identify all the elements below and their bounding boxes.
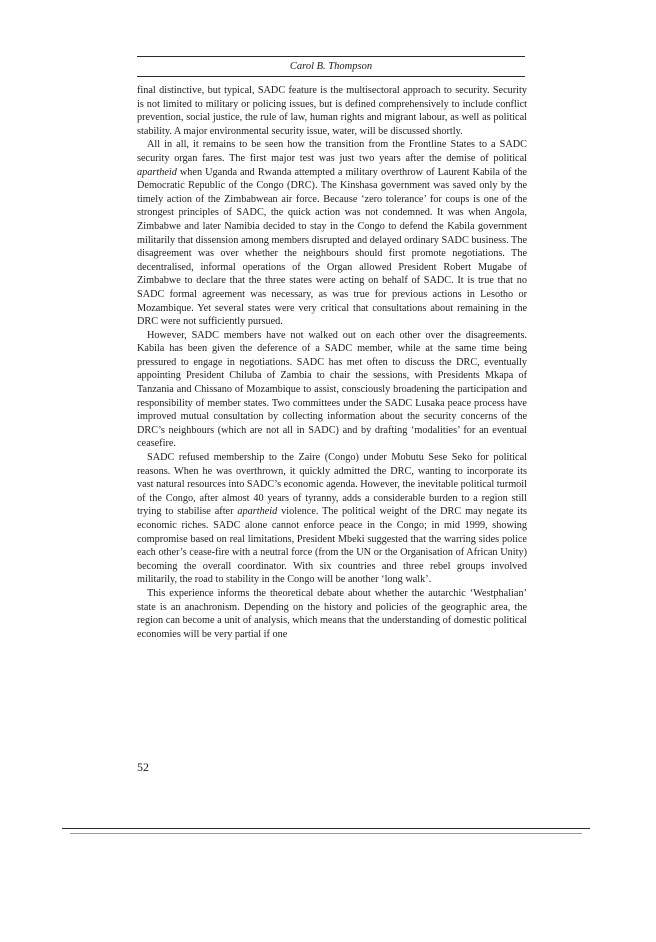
- header-rule: [137, 76, 525, 77]
- paragraph: [137, 587, 527, 641]
- bottom-rule: [62, 828, 590, 829]
- page-number: 52: [137, 760, 149, 774]
- bottom-rule-secondary: [70, 833, 582, 834]
- italic-text: apartheid: [237, 506, 278, 518]
- paragraph: [137, 451, 527, 587]
- paragraph: [137, 84, 527, 138]
- paragraph-text: when Uganda and Rwanda attempted a military overthrow of Laurent Kabila of the Democratic Republic of the Congo (DRC). The Kinshasa government was saved only by the timely action of the Zimbabwean air force. Because ‘zero tolerance’ for coups is one of the strongest principles of SADC, the quick action was not condemned. It was when Angola, Zimbabwe and later Namibia decided to stay in the Congo to defend the Kabila government militarily that dissension among members disrupted and delayed ordinary SADC business. The disagreement was over whether the neighbours should first promote negotiations. The decentralised, informal operations of the Organ allowed President Robert Mugabe of Zimbabwe to declare that the three states were acting on behalf of SADC. It is true that no SADC formal agreement was necessary, as was true for previous actions in Lesotho or Mozambique. Yet several states were very critical that consultations about remaining in the DRC were not sufficiently pursued.: [137, 166, 527, 328]
- running-head: Carol B. Thompson: [289, 61, 373, 72]
- top-rule: [137, 56, 525, 57]
- paragraph-text: All in all, it remains to be seen how the transition from the Frontline States to a SADC security organ fares. The first major test was just two years after the demise of political: [137, 139, 527, 164]
- italic-text: apartheid: [137, 166, 177, 178]
- paragraph-text: final distinctive, but typical, SADC feature is the multisectoral approach to security. Security is not limited to military or policing issues, but is defined comprehensively to include conflict prevention, social justice, the rule of law, human rights and migrant labour, as well as political stability. A major environmental security issue, water, will be discussed shortly.: [137, 85, 527, 137]
- paragraph-text: SADC refused membership to the Zaire (Congo) under Mobutu Sese Seko for political reasons. When he was overthrown, it quickly admitted the DRC, wanting to incorporate its vast natural resources into SADC’s economic agenda. However, the inevitable political turmoil of the Congo, after almost 40 years of tyranny, adds a considerable burden to a region still trying to stabilise after: [137, 452, 527, 518]
- paragraph-text: However, SADC members have not walked out on each other over the disagreements. Kabila has been given the deference of a SADC member, while at the same time being pressured to engage in negotiations. SADC has met often to discuss the DRC, eventually appointing President Chiluba of Zambia to chair the sessions, with Presidents Mkapa of Tanzania and Chissano of Mozambique to assist, consciously broadening the participation and responsibility of member states. Two committees under the SADC Lusaka peace process have improved mutual consultation by collecting information about the security concerns of the DRC’s neighbours (which are not all in SADC) and by drafting ‘modalities’ for an eventual ceasefire.: [137, 329, 527, 450]
- paragraph-text: violence. The political weight of the DRC may negate its economic riches. SADC alone cannot enforce peace in the Congo; in mid 1999, showing compromise based on real limitations, President Mbeki suggested that the warring sides police each other’s cease-fire with a neutral force (from the UN or the Organisation of African Unity) becoming the overall coordinator. With six countries and three rebel groups involved militarily, the road to stability in the Congo will be another ‘long walk’.: [137, 506, 527, 586]
- paragraph: [137, 138, 527, 328]
- body-text: [137, 84, 527, 641]
- paragraph-text: This experience informs the theoretical debate about whether the autarchic ‘Westphalian’ state is an anachronism. Depending on the history and policies of the geographic area, the region can become a unit of analysis, which means that the understanding of domestic political economies will be very partial if one: [137, 587, 527, 640]
- paragraph: [137, 329, 527, 451]
